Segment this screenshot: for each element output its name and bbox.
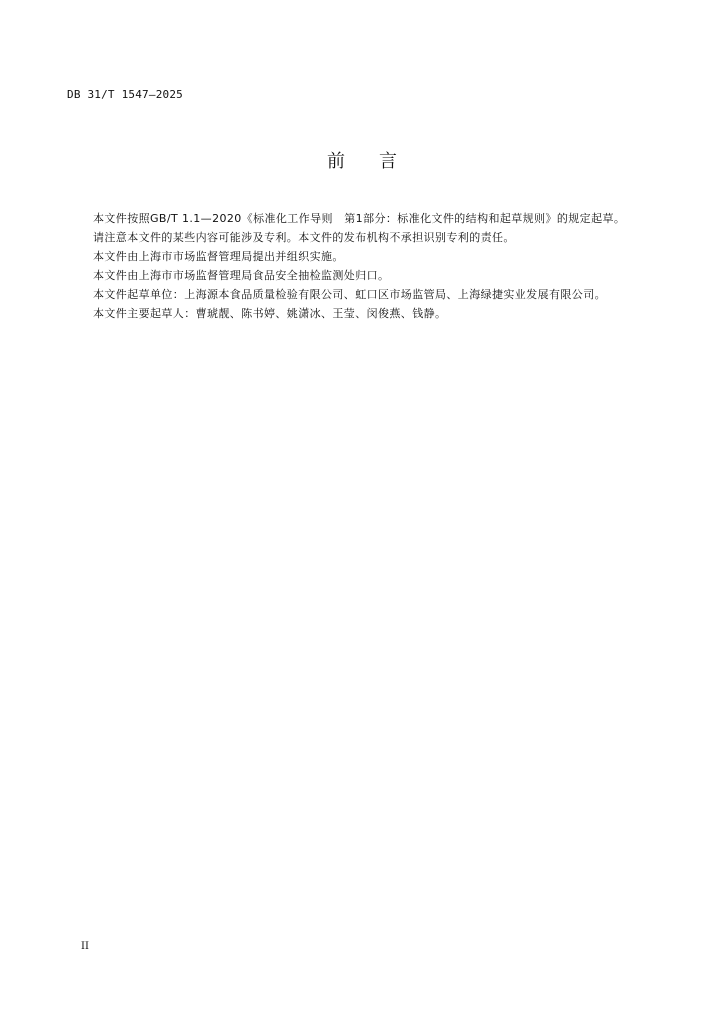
preface-body [67,209,667,323]
paragraph-patent-notice: 请注意本文件的某些内容可能涉及专利。本文件的发布机构不承担识别专利的责任。 [93,231,515,244]
paragraph-drafting-units: 本文件起草单位：上海源本食品质量检验有限公司、虹口区市场监管局、上海绿捷实业发展有限公司。 [93,288,606,301]
page-title [0,150,724,174]
title-char-2: 言 [379,151,397,172]
title-char-1: 前 [327,151,345,172]
paragraph-drafters: 本文件主要起草人：曹琥靓、陈书婷、姚潇冰、王莹、闵俊燕、钱静。 [93,307,447,320]
paragraph-centralized-unit: 本文件由上海市市场监督管理局食品安全抽检监测处归口。 [93,269,390,282]
paragraph-drafting-basis: 本文件按照GB/T 1.1—2020《标准化工作导则 第1部分：标准化文件的结构和起草规则》的规定起草。 [93,212,626,225]
paragraph-proposer: 本文件由上海市市场监督管理局提出并组织实施。 [93,250,344,263]
page-number: II [81,941,89,952]
standard-code: DB 31/T 1547—2025 [67,88,183,101]
